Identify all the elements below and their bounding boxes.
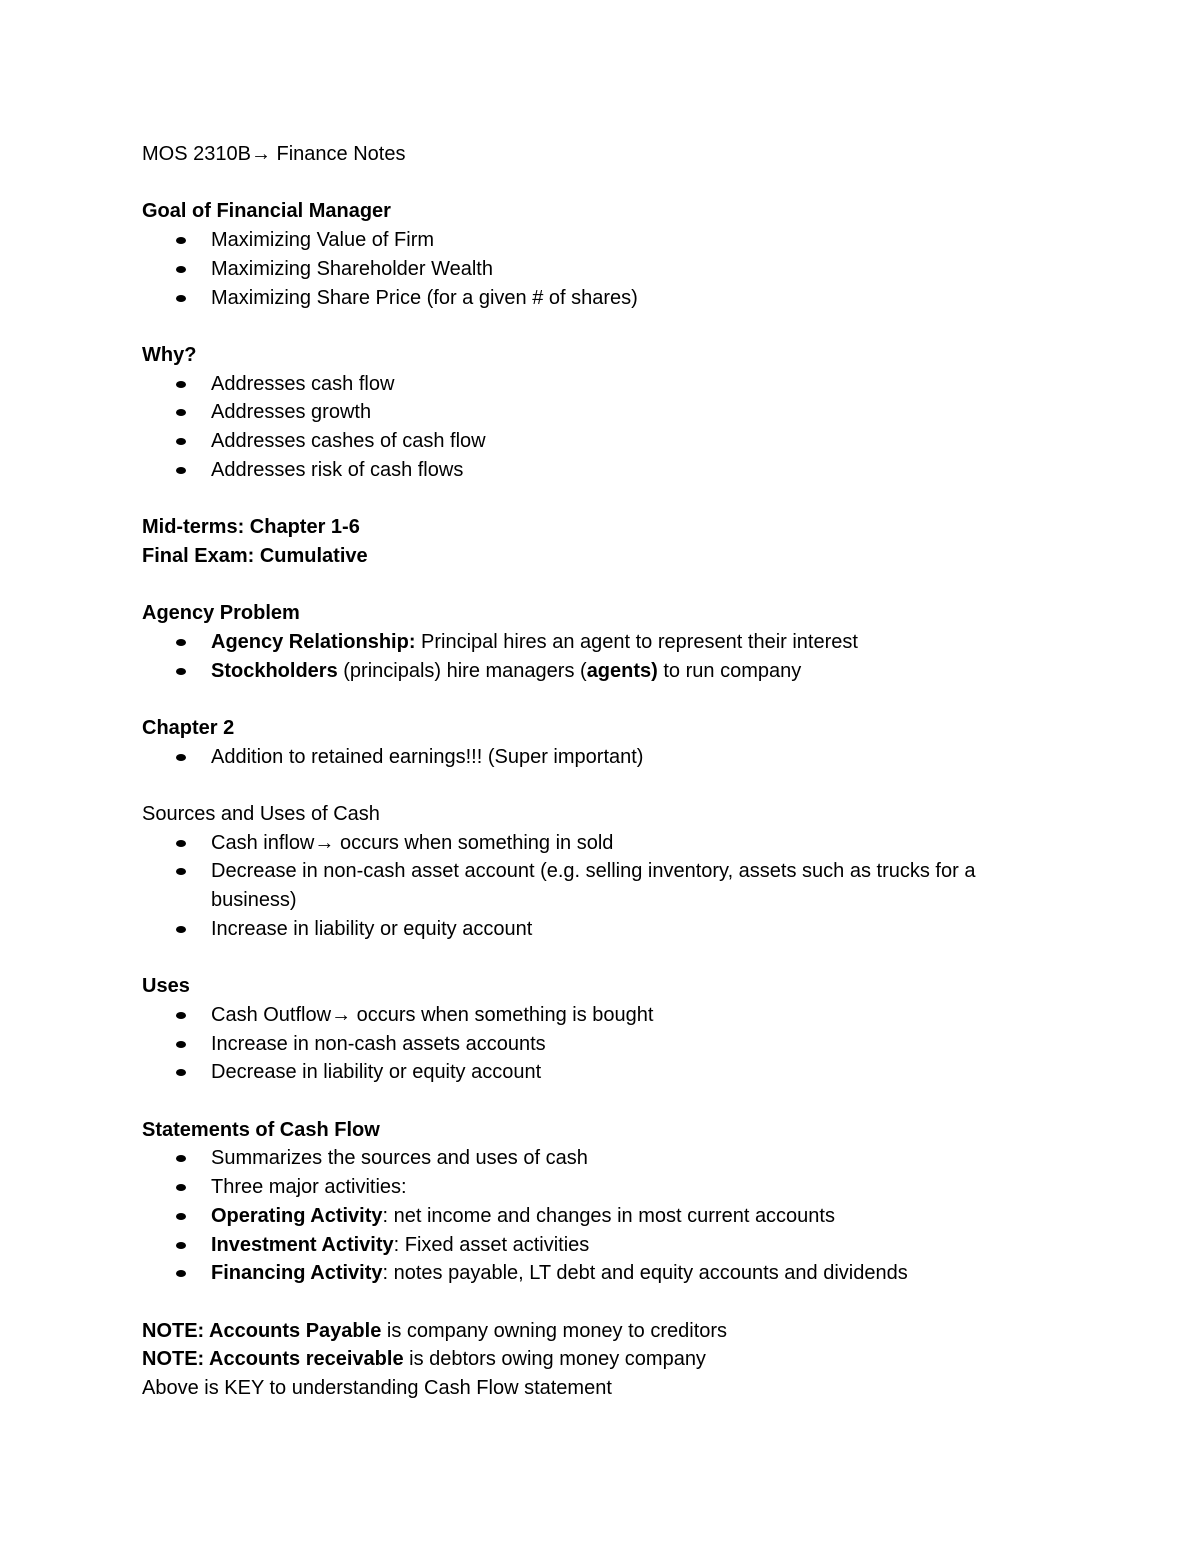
chapter2-heading: Chapter 2 [142, 716, 235, 739]
list-item: Cash inflow→ occurs when something in sold [142, 829, 1042, 858]
final-exam-line: Final Exam: Cumulative [142, 544, 368, 567]
statements-list [142, 1144, 1042, 1288]
agency-list [142, 628, 1042, 685]
list-item: Cash Outflow→ occurs when something is bought [142, 1001, 1042, 1030]
list-item: Maximizing Share Price (for a given # of shares) [142, 284, 1042, 313]
sources-list [142, 829, 1042, 944]
list-item: Maximizing Shareholder Wealth [142, 255, 1042, 284]
statements-heading: Statements of Cash Flow [142, 1118, 380, 1141]
list-item: Investment Activity: Fixed asset activities [142, 1231, 1042, 1260]
list-item: Decrease in non-cash asset account (e.g. selling inventory, assets such as trucks for a business) [142, 857, 1031, 914]
list-item: Summarizes the sources and uses of cash [142, 1144, 1042, 1173]
document-title: MOS 2310B→ Finance Notes [142, 143, 406, 165]
uses-list [142, 1001, 1042, 1087]
document-page [142, 140, 1042, 1403]
goal-list [142, 226, 1042, 312]
list-item: Addresses risk of cash flows [142, 456, 1042, 485]
list-item: Agency Relationship: Principal hires an agent to represent their interest [142, 628, 1042, 657]
arrow-right-icon: → [331, 1003, 352, 1026]
chapter2-list [142, 743, 1042, 772]
closing-line: Above is KEY to understanding Cash Flow statement [142, 1377, 612, 1400]
list-item: Financing Activity: notes payable, LT debt and equity accounts and dividends [142, 1259, 1042, 1288]
list-item: Maximizing Value of Firm [142, 226, 1042, 255]
why-heading: Why? [142, 343, 197, 366]
midterms-line: Mid-terms: Chapter 1-6 [142, 516, 360, 539]
list-item: Three major activities: [142, 1173, 1042, 1202]
sources-heading: Sources and Uses of Cash [142, 803, 380, 826]
list-item: Addresses growth [142, 398, 1042, 427]
list-item: Increase in non-cash assets accounts [142, 1030, 1042, 1059]
list-item: Operating Activity: net income and changes in most current accounts [142, 1202, 1042, 1231]
goal-heading: Goal of Financial Manager [142, 200, 391, 223]
agency-heading: Agency Problem [142, 602, 300, 625]
list-item: Increase in liability or equity account [142, 915, 1042, 944]
note-accounts-receivable: NOTE: Accounts receivable is debtors owing money company [142, 1348, 706, 1371]
note-accounts-payable: NOTE: Accounts Payable is company owning money to creditors [142, 1319, 728, 1342]
list-item: Addition to retained earnings!!! (Super important) [142, 743, 1042, 772]
list-item: Addresses cashes of cash flow [142, 427, 1042, 456]
arrow-right-icon: → [314, 831, 335, 854]
arrow-right-icon: → [250, 143, 271, 165]
list-item: Stockholders (principals) hire managers (agents) to run company [142, 657, 1042, 686]
list-item: Addresses cash flow [142, 370, 1042, 399]
uses-heading: Uses [142, 975, 190, 998]
why-list [142, 370, 1042, 485]
list-item: Decrease in liability or equity account [142, 1058, 1042, 1087]
